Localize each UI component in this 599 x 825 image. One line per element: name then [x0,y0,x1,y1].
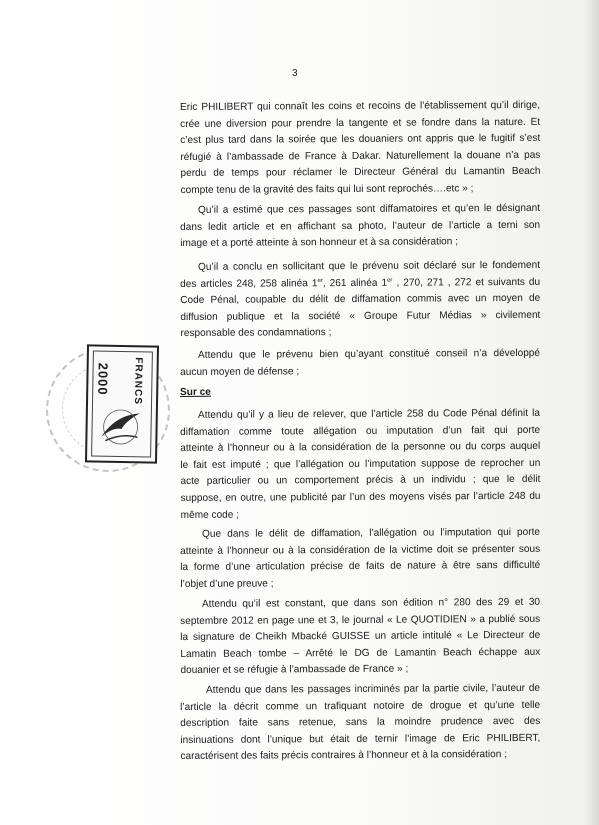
paragraph-5 [180,406,541,524]
text-line: Code Pénal, coupable du délit de diffamation commis avec un moyen de [180,292,541,307]
text-line: dans ledit article et en affichant sa photo, l’auteur de l’article a terni son [180,219,541,233]
text-line: perdu de temps pour réclamer le Directeur Général du Lamantin Beach [180,166,541,180]
text-line: caractérisent des faits précis contraires à l’honneur et à la considération ; [180,749,508,763]
text-line: Attendu qu’il est constant, que dans son édition n° 280 des 29 et 30 [202,596,541,610]
text-line: l’objet d’une preuve ; [180,578,274,590]
paragraph-6 [180,525,540,594]
text-line: insinuations dont l’unique but était de ternir l’image de Eric PHILIBERT, [180,732,541,746]
text-line: Qu’il a estimé que ces passages sont diffamatoires et qu’en le désignant [198,202,541,216]
text-line: atteinte à l’honneur ou à la considération de la victime doit se présenter sous [180,543,541,557]
text-line: Que dans le délit de diffamation, l’allégation ou l’imputation qui porte [202,526,541,540]
paragraph-1 [180,98,541,200]
heading-sur-ce: Sur ce [180,386,211,398]
text-line: c’est plus tard dans la soirée que les douaniers ont appris que le fugitif s’est [180,132,541,147]
paragraph-7 [180,595,541,680]
text-line: responsable des condamnations ; [180,327,332,340]
paragraph-8 [180,681,541,766]
text-line: Attendu qu’il y a lieu de relever, que l’article 258 du Code Pénal définit la [198,407,541,421]
text-line: description faite sans retenue, sans la moindre prudence avec des [180,715,541,730]
text-line: diffusion publique et la société « Groupe Futur Médias » civilement [180,309,541,323]
text-line: crée une diversion pour prendre la tangente et se fondre dans la nature. Et [180,116,541,130]
text-line: aucun moyen de défense ; [180,365,300,378]
text-line: Qu’il a conclu en sollicitant que le prévenu soit déclaré sur le fondement [198,259,541,273]
text-line: même code ; [180,509,240,521]
text-line: douanier et se réfugie à l’ambassade de France » ; [180,663,409,677]
page-number: 3 [292,68,298,79]
text-line: des articles 248, 258 alinéa 1er, 261 alinéa 1er , 270, 271 , 272 et suivants du [180,276,541,290]
page-edge-shadow [585,0,599,825]
text-line: compte tenu de la gravité des faits qui lui sont reprochés….etc » ; [180,183,474,196]
tax-stamp-currency: FRANCS [131,357,144,406]
text-line: l’article la décrit comme un trafiquant notoire de drogue et qu’une telle [180,699,541,713]
tax-stamp-value: 2000 [95,362,111,396]
text-line: la signature de Cheikh Mbacké GUISSE un article intitulé « Le Directeur de [180,629,541,644]
text-line: image et a porté atteinte à son honneur et à sa considération ; [180,236,459,250]
text-line: réfugié à l’ambassade de France à Dakar. Naturellement la douane n’a pas [180,149,541,163]
text-line: Lamatin Beach tombe – Arrêté le DG de Lamantin Beach échappe aux [180,646,541,660]
text-line: Eric PHILIBERT qui connaît les coins et recoins de l’établissement qu’il dirige, [180,99,541,113]
text-line: suppose, en outre, une publicité par l’un des moyens visés par l’article 248 du [180,490,541,504]
text-line: acte particulier ou un comportement précis à un individu ; que le délit [180,474,541,488]
text-line: le fait est imputé ; que l’allégation ou l’imputation suppose de reprocher un [180,457,541,471]
paragraph-2 [180,201,540,253]
section-heading [180,383,540,402]
paragraph-4 [180,346,540,381]
paragraph-3 [180,258,541,343]
text-line: la forme d’une articulation précise de faits de nature à être sans difficulté [180,559,541,574]
tax-stamp [85,344,159,463]
text-line: Attendu que le prévenu bien qu’ayant constitué conseil n’a développé [198,347,541,361]
text-line: Attendu que dans les passages incriminés par la partie civile, l’auteur de [206,682,541,696]
text-line: septembre 2012 en page une et 3, le journal « Le QUOTIDIEN » a publié sous [180,613,541,627]
text-line: atteinte à l’honneur ou à la considération de la personne ou du corps auquel [180,440,541,455]
bird-emblem-icon [95,407,146,448]
text-line: diffamation comme toute allégation ou imputation d’un fait qui porte [180,424,541,438]
